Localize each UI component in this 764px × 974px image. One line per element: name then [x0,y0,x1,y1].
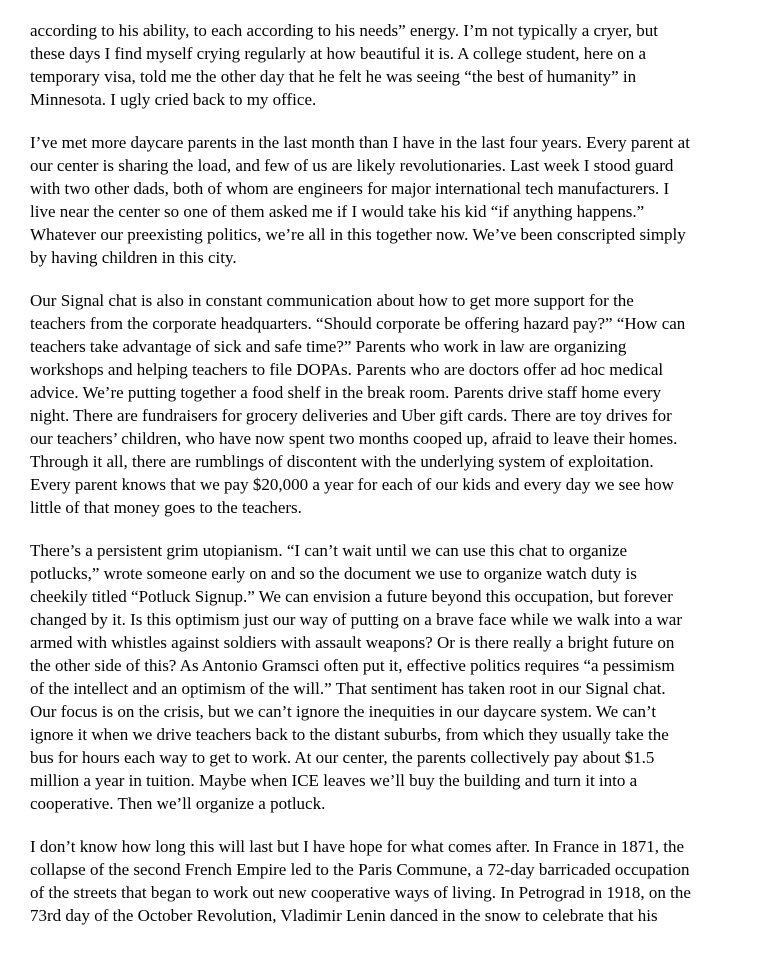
paragraph-3 [30,289,740,519]
text-line: with two other dads, both of whom are engineers for major international tech manufacturers. I [30,179,670,198]
text-line: Through it all, there are rumblings of discontent with the underlying system of exploitation. [30,452,654,471]
text-line: temporary visa, told me the other day that he felt he was seeing “the best of humanity” in [30,67,637,86]
paragraph-1 [30,19,740,111]
text-line: cooperative. Then we’ll organize a potluck. [30,794,326,813]
text-line: by having children in this city. [30,248,237,267]
text-line: ignore it when we drive teachers back to the distant suburbs, from which they usually take the [30,725,669,744]
text-line: live near the center so one of them asked me if I would take his kid “if anything happens.” [30,202,645,221]
paragraph-5 [30,835,740,927]
text-line: workshops and helping teachers to file DOPAs. Parents who are doctors offer ad hoc medical [30,360,664,379]
text-line: these days I find myself crying regularly at how beautiful it is. A college student, here on a [30,44,647,63]
text-line: advice. We’re putting together a food shelf in the break room. Parents drive staff home every [30,383,662,402]
text-line: teachers from the corporate headquarters. “Should corporate be offering hazard pay?” “How can [30,314,686,333]
text-line: of the intellect and an optimism of the will.” That sentiment has taken root in our Signal chat. [30,679,666,698]
text-line: bus for hours each way to get to work. At our center, the parents collectively pay about $1.5 [30,748,655,767]
text-line: I’ve met more daycare parents in the last month than I have in the last four years. Every parent at [30,133,690,152]
text-line: Minnesota. I ugly cried back to my office. [30,90,317,109]
text-line: teachers take advantage of sick and safe time?” Parents who work in law are organizing [30,337,627,356]
paragraph-4 [30,539,740,815]
text-line: our center is sharing the load, and few of us are likely revolutionaries. Last week I stood guard [30,156,674,175]
text-line: night. There are fundraisers for grocery deliveries and Uber gift cards. There are toy drives for [30,406,672,425]
text-line: million a year in tuition. Maybe when ICE leaves we’ll buy the building and turn it into a [30,771,638,790]
text-line: There’s a persistent grim utopianism. “I can’t wait until we can use this chat to organize [30,541,628,560]
text-line: little of that money goes to the teachers. [30,498,302,517]
text-line: the other side of this? As Antonio Gramsci often put it, effective politics requires “a pessimism [30,656,675,675]
document-text-body [30,19,740,927]
text-line: 73rd day of the October Revolution, Vladimir Lenin danced in the snow to celebrate that his [30,906,658,925]
text-line: according to his ability, to each according to his needs” energy. I’m not typically a cryer, but [30,21,658,40]
text-line: changed by it. Is this optimism just our way of putting on a brave face while we walk into a war [30,610,682,629]
text-line: of the streets that began to work out new cooperative ways of living. In Petrograd in 1918, on the [30,883,691,902]
text-line: Every parent knows that we pay $20,000 a year for each of our kids and every day we see how [30,475,674,494]
text-line: collapse of the second French Empire led to the Paris Commune, a 72-day barricaded occupation [30,860,690,879]
text-line: armed with whistles against soldiers with assault weapons? Or is there really a bright future on [30,633,675,652]
paragraph-2 [30,131,740,269]
text-line: our teachers’ children, who have now spent two months cooped up, afraid to leave their homes. [30,429,678,448]
text-line: Whatever our preexisting politics, we’re all in this together now. We’ve been conscripted simply [30,225,686,244]
text-line: Our Signal chat is also in constant communication about how to get more support for the [30,291,634,310]
text-line: potlucks,” wrote someone early on and so the document we use to organize watch duty is [30,564,637,583]
text-line: Our focus is on the crisis, but we can’t ignore the inequities in our daycare system. We can’t [30,702,657,721]
text-line: I don’t know how long this will last but I have hope for what comes after. In France in 1871, the [30,837,685,856]
text-line: cheekily titled “Potluck Signup.” We can envision a future beyond this occupation, but forever [30,587,673,606]
